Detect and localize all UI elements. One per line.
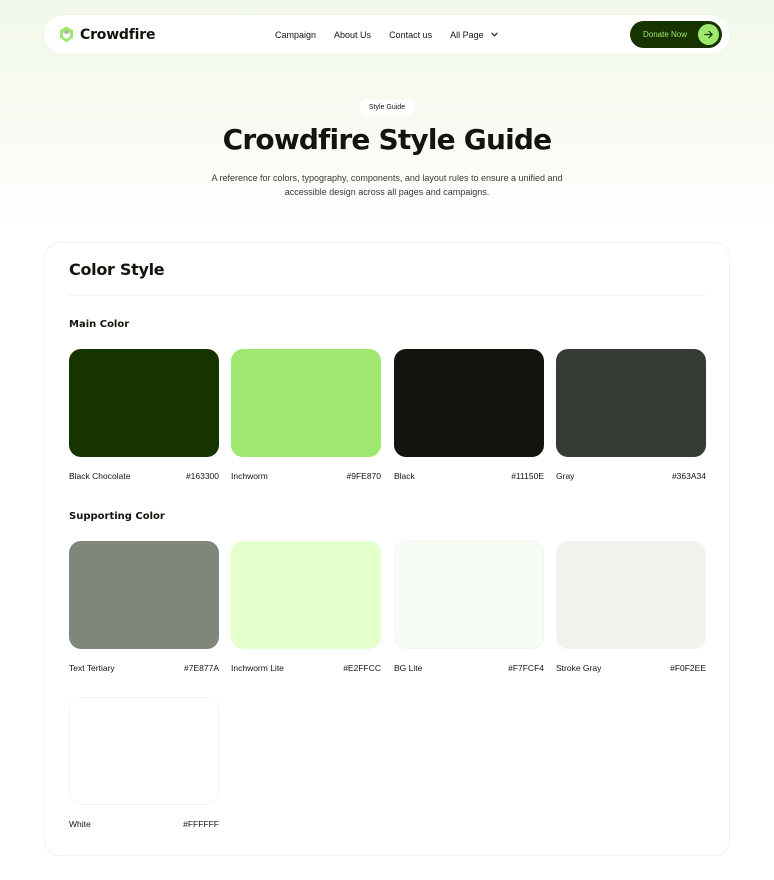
crowdfire-logo-icon — [59, 26, 74, 43]
color-swatch — [556, 349, 706, 457]
nav-links — [275, 15, 499, 54]
color-swatch — [69, 541, 219, 649]
donate-now-button[interactable] — [630, 21, 722, 48]
color-swatch-white — [69, 697, 219, 829]
color-swatch — [69, 349, 219, 457]
color-name: Inchworm Lite — [231, 663, 284, 673]
color-name: Gray — [556, 471, 575, 481]
color-name: White — [69, 819, 91, 829]
color-swatch-text-tertiary — [69, 541, 219, 673]
color-swatch — [394, 349, 544, 457]
section-title-main-color: Main Color — [69, 319, 130, 330]
color-swatch — [556, 541, 706, 649]
navbar — [44, 15, 730, 54]
color-hex: #11150E — [511, 471, 544, 481]
color-swatch-black — [394, 349, 544, 481]
card-title: Color Style — [69, 260, 165, 279]
section-title-supporting-color: Supporting Color — [69, 511, 165, 522]
page-description: A reference for colors, typography, components, and layout rules to ensure a unified and accessible design across all pages and campaigns. — [211, 173, 563, 197]
color-hex: #FFFFFF — [183, 819, 219, 829]
color-swatch — [231, 541, 381, 649]
nav-link-campaign[interactable]: Campaign — [275, 29, 317, 40]
color-name: Black — [394, 471, 415, 481]
page-title: Crowdfire Style Guide — [222, 123, 552, 156]
color-swatch-black-chocolate — [69, 349, 219, 481]
color-hex: #F7FCF4 — [508, 663, 544, 673]
color-name: Stroke Gray — [556, 663, 602, 673]
color-swatch — [69, 697, 219, 805]
color-hex: #F0F2EE — [670, 663, 706, 673]
color-hex: #7E877A — [184, 663, 219, 673]
arrow-right-icon — [698, 24, 719, 45]
color-swatch-inchworm — [231, 349, 381, 481]
color-style-card — [44, 242, 730, 856]
color-swatch-stroke-gray — [556, 541, 706, 673]
color-name: Inchworm — [231, 471, 268, 481]
all-page-dropdown[interactable] — [450, 30, 499, 40]
color-swatch-inchworm-lite — [231, 541, 381, 673]
nav-link-about-us[interactable]: About Us — [334, 29, 372, 40]
color-name: BG Lite — [394, 663, 423, 673]
style-guide-badge: Style Guide — [359, 99, 415, 115]
color-swatch-gray — [556, 349, 706, 481]
color-name: Text Tertiary — [69, 663, 115, 673]
all-page-label: All Page — [450, 29, 484, 40]
color-swatch — [231, 349, 381, 457]
color-swatch — [394, 541, 544, 649]
chevron-down-icon — [490, 30, 499, 39]
divider — [69, 295, 705, 296]
color-hex: #9FE870 — [346, 471, 381, 481]
color-hex: #E2FFCC — [343, 663, 381, 673]
donate-now-label: Donate Now — [643, 30, 688, 39]
color-swatch-bg-lite — [394, 541, 544, 673]
color-hex: #163300 — [185, 471, 219, 481]
color-name: Black Chocolate — [69, 471, 131, 481]
nav-link-contact-us[interactable]: Contact us — [389, 29, 433, 40]
color-hex: #363A34 — [671, 471, 706, 481]
brand[interactable] — [59, 26, 155, 43]
brand-name: Crowdfire — [80, 26, 156, 43]
